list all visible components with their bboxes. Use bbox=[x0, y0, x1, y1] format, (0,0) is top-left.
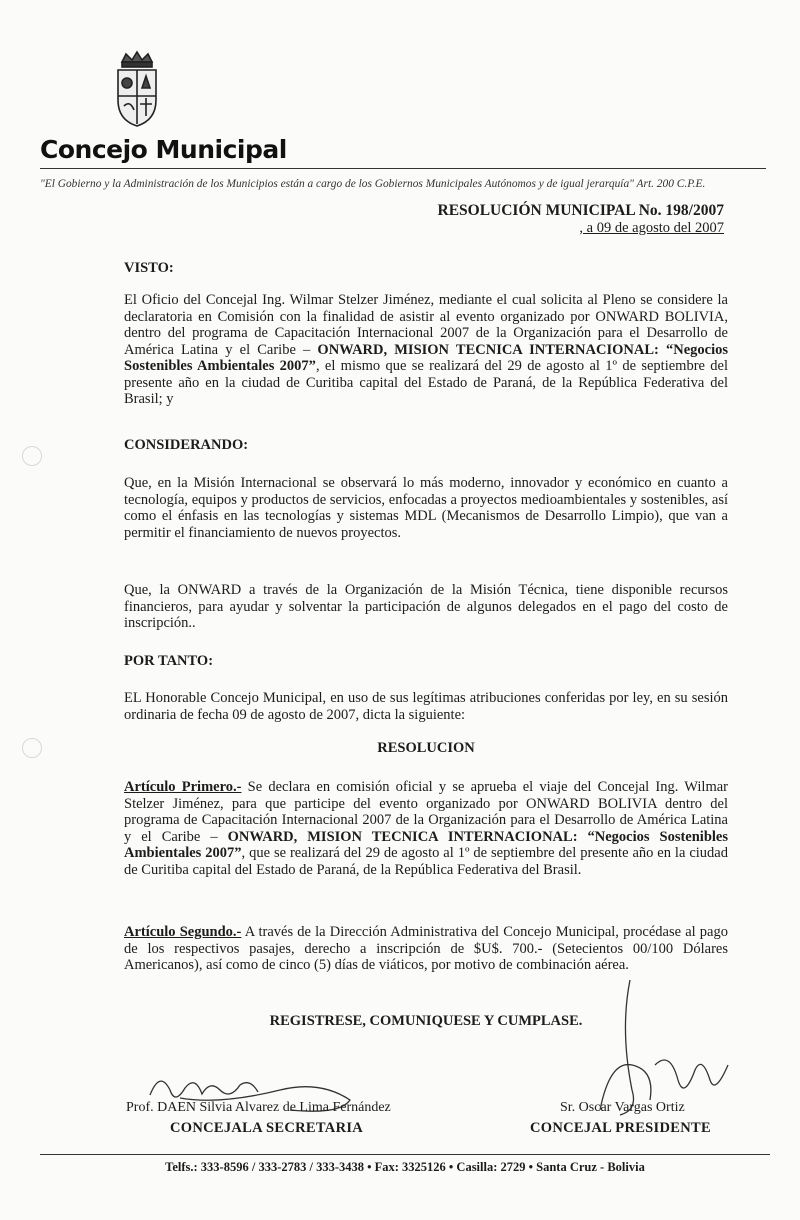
signatory-left-role: CONCEJALA SECRETARIA bbox=[170, 1120, 364, 1136]
visto-paragraph bbox=[124, 292, 728, 408]
signatory-right-role: CONCEJAL PRESIDENTE bbox=[530, 1120, 711, 1136]
punch-hole bbox=[22, 446, 42, 466]
signatory-left-name: Prof. DAEN Silvia Alvarez de Lima Fernández bbox=[126, 1100, 391, 1115]
article-one-text-end: , que se realizará del 29 de agosto al 1º de septiembre del presente año en la ciudad de Curitiba capital del Estado de Paraná, de la República Federativa del Brasil. bbox=[124, 845, 728, 878]
article-two-label: Artículo Segundo.- bbox=[124, 924, 242, 940]
resolution-date: , a 09 de agosto del 2007 bbox=[579, 220, 724, 236]
event-name: ONWARD, MISION TECNICA INTERNACIONAL: “Negocios Sostenibles Ambientales 2007” bbox=[124, 341, 728, 374]
considerando-paragraph-2: Que, la ONWARD a través de la Organización de la Misión Técnica, tiene disponible recursos financieros, para ayudar y solventar la participación de algunos delegados en el pago del costo de inscripción.. bbox=[124, 582, 728, 631]
resolution-number: RESOLUCIÓN MUNICIPAL No. 198/2007 bbox=[437, 202, 724, 219]
article-one-text: Se declara en comisión oficial y se aprueba el viaje del Concejal Ing. Wilmar Stelzer Jiménez, para que participe del evento organizado por ONWARD BOLIVIA dentro del programa de Capacitación Internacional 2007 de la Organización para el Desarrollo de América Latina y el Caribe – bbox=[124, 779, 728, 845]
footer-divider bbox=[40, 1154, 770, 1155]
closing-statement: REGISTRESE, COMUNIQUESE Y CUMPLASE. bbox=[269, 1013, 583, 1029]
visto-text: El Oficio del Concejal Ing. Wilmar Stelzer Jiménez, mediante el cual solicita al Pleno se considere la declaratoria en Comisión con la finalidad de asistir al evento organizado por ONWARD BOLIVIA, dentro del programa de Capacitación Internacional 2007 de la Organización para el Desarrollo de América Latina y el Caribe – bbox=[124, 292, 728, 358]
article-two bbox=[124, 924, 728, 974]
article-two-text: A través de la Dirección Administrativa del Concejo Municipal, procédase al pago de los respectivos pasajes, derecho a inscripción de $U$. 700.- (Setecientos 00/100 Dólares Americanos), así como de cinco (5) días de viáticos, por motivo de combinación aérea. bbox=[124, 924, 728, 973]
article-one-label: Artículo Primero.- bbox=[124, 779, 242, 795]
org-title: Concejo Municipal bbox=[40, 135, 287, 164]
header-divider bbox=[40, 168, 766, 169]
article-one bbox=[124, 779, 728, 878]
coat-of-arms-icon bbox=[112, 48, 162, 128]
section-heading-resolucion: RESOLUCION bbox=[377, 740, 475, 756]
considerando-paragraph-1: Que, en la Misión Internacional se observará lo más moderno, innovador y económico en cuanto a tecnología, equipos y productos de servicios, enfocadas a proyectos medioambientales y sostenibles, así como el énfasis en las tecnologías y sistemas MDL (Mecanismos de Desarrollo Limpio), que van a permitir el financiamiento de nuevos proyectos. bbox=[124, 475, 728, 541]
section-heading-portanto: POR TANTO: bbox=[124, 653, 214, 669]
portanto-paragraph: EL Honorable Concejo Municipal, en uso de sus legítimas atribuciones conferidas por ley, en su sesión ordinaria de fecha 09 de agosto de 2007, dicta la siguiente: bbox=[124, 690, 728, 723]
footer-contact: Telfs.: 333-8596 / 333-2783 / 333-3438 • Fax: 3325126 • Casilla: 2729 • Santa Cruz - Bolivia bbox=[165, 1160, 645, 1174]
section-heading-visto: VISTO: bbox=[124, 260, 174, 276]
visto-text-end: , el mismo que se realizará del 29 de agosto al 1º de septiembre del presente año en la ciudad de Curitiba capital del Estado de Paraná, de la República Federativa del Brasil; y bbox=[124, 358, 729, 407]
signatory-right-name: Sr. Oscar Vargas Ortiz bbox=[560, 1100, 685, 1115]
handwritten-signature-right bbox=[560, 970, 740, 1120]
event-name: ONWARD, MISION TECNICA INTERNACIONAL: “Negocios Sostenibles Ambientales 2007” bbox=[124, 828, 729, 861]
section-heading-considerando: CONSIDERANDO: bbox=[124, 437, 249, 453]
punch-hole bbox=[22, 738, 42, 758]
motto: "El Gobierno y la Administración de los Municipios están a cargo de los Gobiernos Municipales Autónomos y de igual jerarquía" Art. 200 C.P.E. bbox=[40, 178, 706, 190]
